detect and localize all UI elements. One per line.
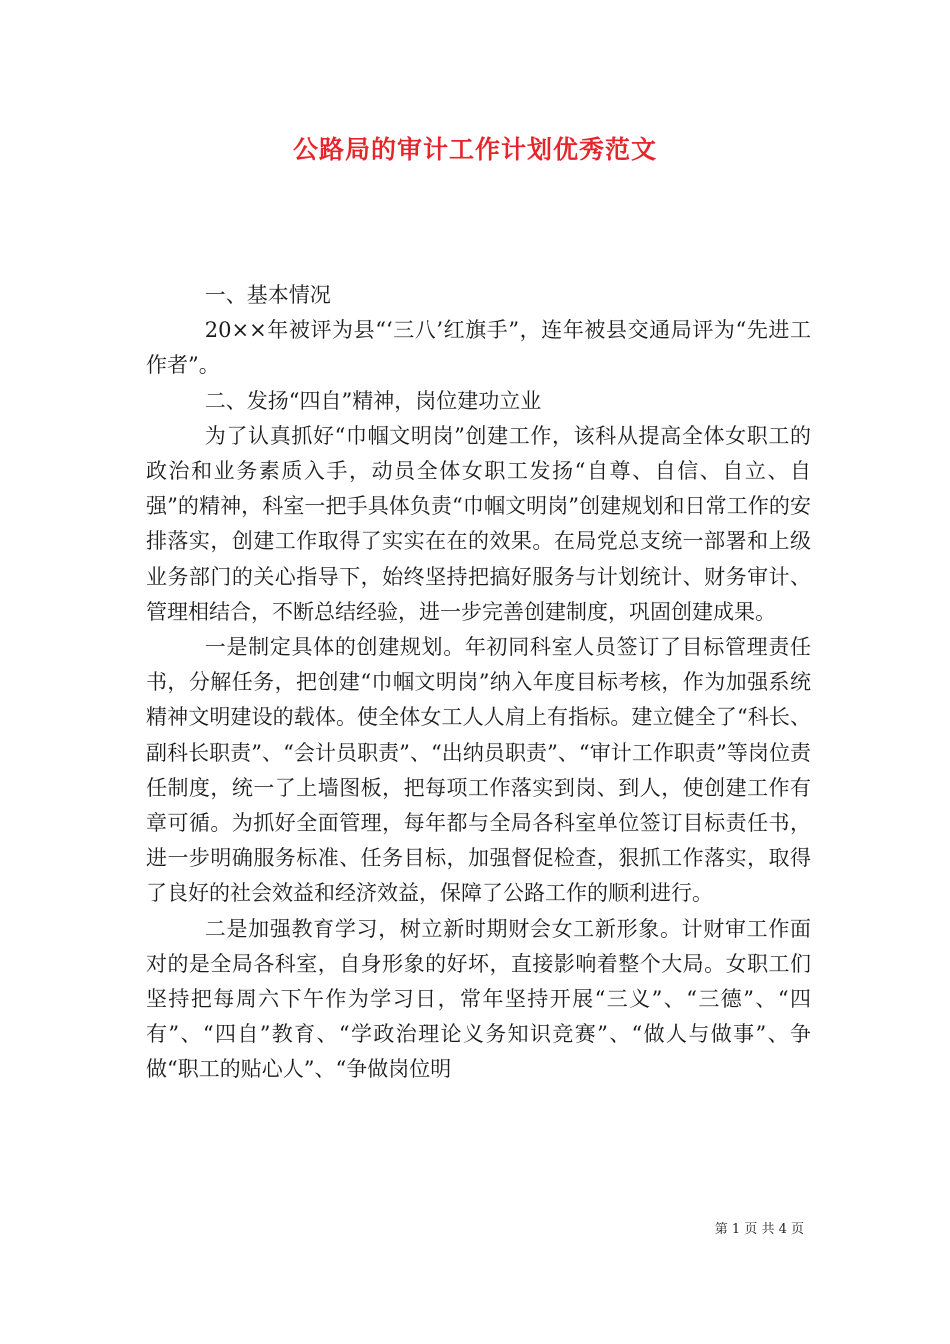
document-title: 公路局的审计工作计划优秀范文	[292, 135, 657, 164]
paragraph: 为了认真抓好“巾帼文明岗”创建工作，该科从提高全体女职工的政治和业务素质入手，动员全体女职工发扬“自尊、自信、自立、自强”的精神，科室一把手具体负责“巾帼文明岗”创建规划和日常工作的安排落实，创建工作取得了实实在在的效果。在局党总支统一部署和上级业务部门的关心指导下，始终坚持把搞好服务与计划统计、财务审计、管理相结合，不断总结经验，进一步完善创建制度，巩固创建成果。	[146, 423, 811, 624]
paragraph: 一是制定具体的创建规划。年初同科室人员签订了目标管理责任书，分解任务，把创建“巾帼文明岗”纳入年度目标考核，作为加强系统精神文明建设的载体。使全体女工人人肩上有指标。建立健全了“科长、副科长职责”、“会计员职责”、“出纳员职责”、“审计工作职责”等岗位责任制度，统一了上墙图板，把每项工作落实到岗、到人，使创建工作有章可循。为抓好全面管理，每年都与全局各科室单位签订目标责任书，进一步明确服务标准、任务目标，加强督促检查，狠抓工作落实，取得了良好的社会效益和经济效益，保障了公路工作的顺利进行。	[146, 635, 811, 906]
document-body	[146, 278, 811, 1088]
paragraph: 二是加强教育学习，树立新时期财会女工新形象。计财审工作面对的是全局各科室，自身形象的好坏，直接影响着整个大局。女职工们坚持把每周六下午作为学习日，常年坚持开展“三义”、“三德”、“四有”、“四自”教育、“学政治理论义务知识竞赛”、“做人与做事”、争做“职工的贴心人”、“争做岗位明	[146, 916, 811, 1082]
paragraph: 20××年被评为县“‘三八’红旗手”，连年被县交通局评为“先进工作者”。	[146, 318, 811, 378]
page-number-footer: 第 1 页 共 4 页	[714, 1222, 804, 1237]
paragraph: 二、发扬“四自”精神，岗位建功立业	[204, 388, 542, 413]
paragraph: 一、基本情况	[204, 283, 331, 307]
